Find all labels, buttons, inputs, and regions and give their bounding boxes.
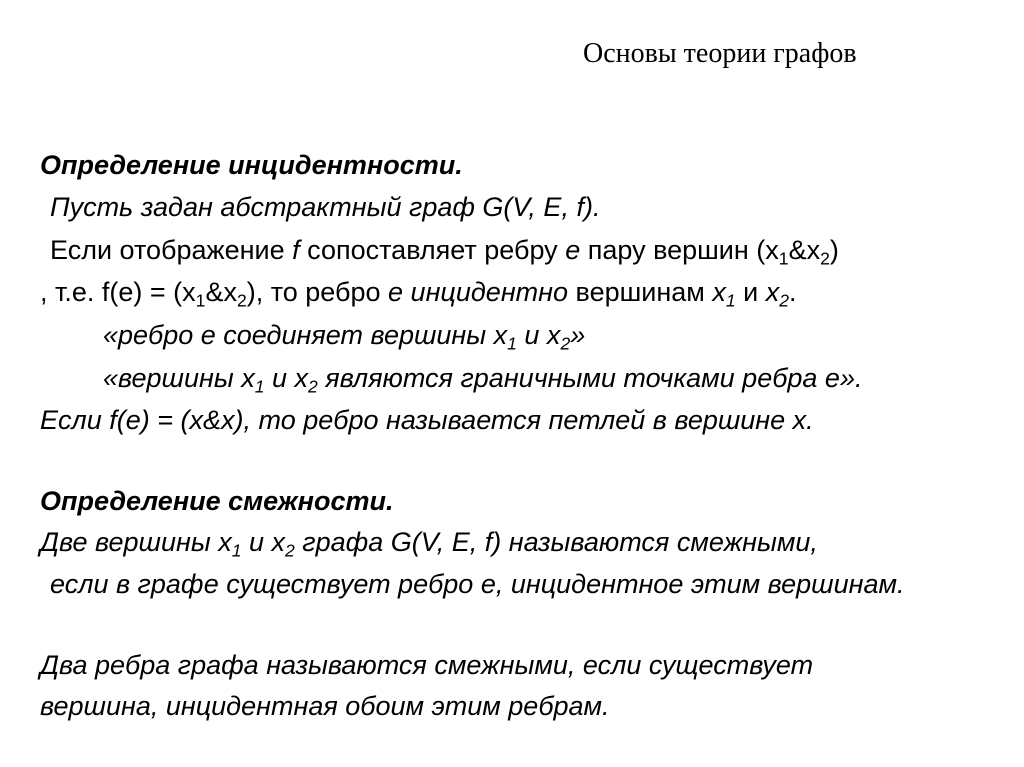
incidence-line-1: Пусть задан абстрактный граф G(V, E, f). [50, 192, 601, 222]
incidence-quote-2: «вершины $х_1$ и $х_2$ являются граничными точками ребра е». [103, 363, 863, 397]
incidence-line-3: , т.е. $f(e) = (x_1\&x_2)$, то ребро e инцидентно вершинам $x_1$ и $x_2$. [40, 277, 797, 311]
adjacency-heading: Определение смежности. [40, 486, 394, 516]
incidence-quote-1: «ребро е соединяет вершины $х_1$ и $х_2$» [103, 320, 586, 354]
slide-header-title: Основы теории графов [583, 38, 857, 69]
adjacency-edges-line-1: Два ребра графа называются смежными, если существует [40, 650, 814, 680]
adjacency-line-1: Две вершины $x_1$ и $x_2$ графа G(V, E, f) называются смежными, [40, 527, 818, 561]
incidence-heading: Определение инцидентности. [40, 150, 463, 180]
incidence-loop-definition: Если f(e) = (x&x), то ребро называется петлей в вершине x. [40, 405, 814, 435]
incidence-line-2: Если отображение f сопоставляет ребру e пару вершин $(x_1\&x_2)$ [50, 235, 839, 269]
adjacency-edges-line-2: вершина, инцидентная обоим этим ребрам. [40, 691, 610, 721]
adjacency-line-2: если в графе существует ребро е, инцидентное этим вершинам. [50, 569, 905, 599]
